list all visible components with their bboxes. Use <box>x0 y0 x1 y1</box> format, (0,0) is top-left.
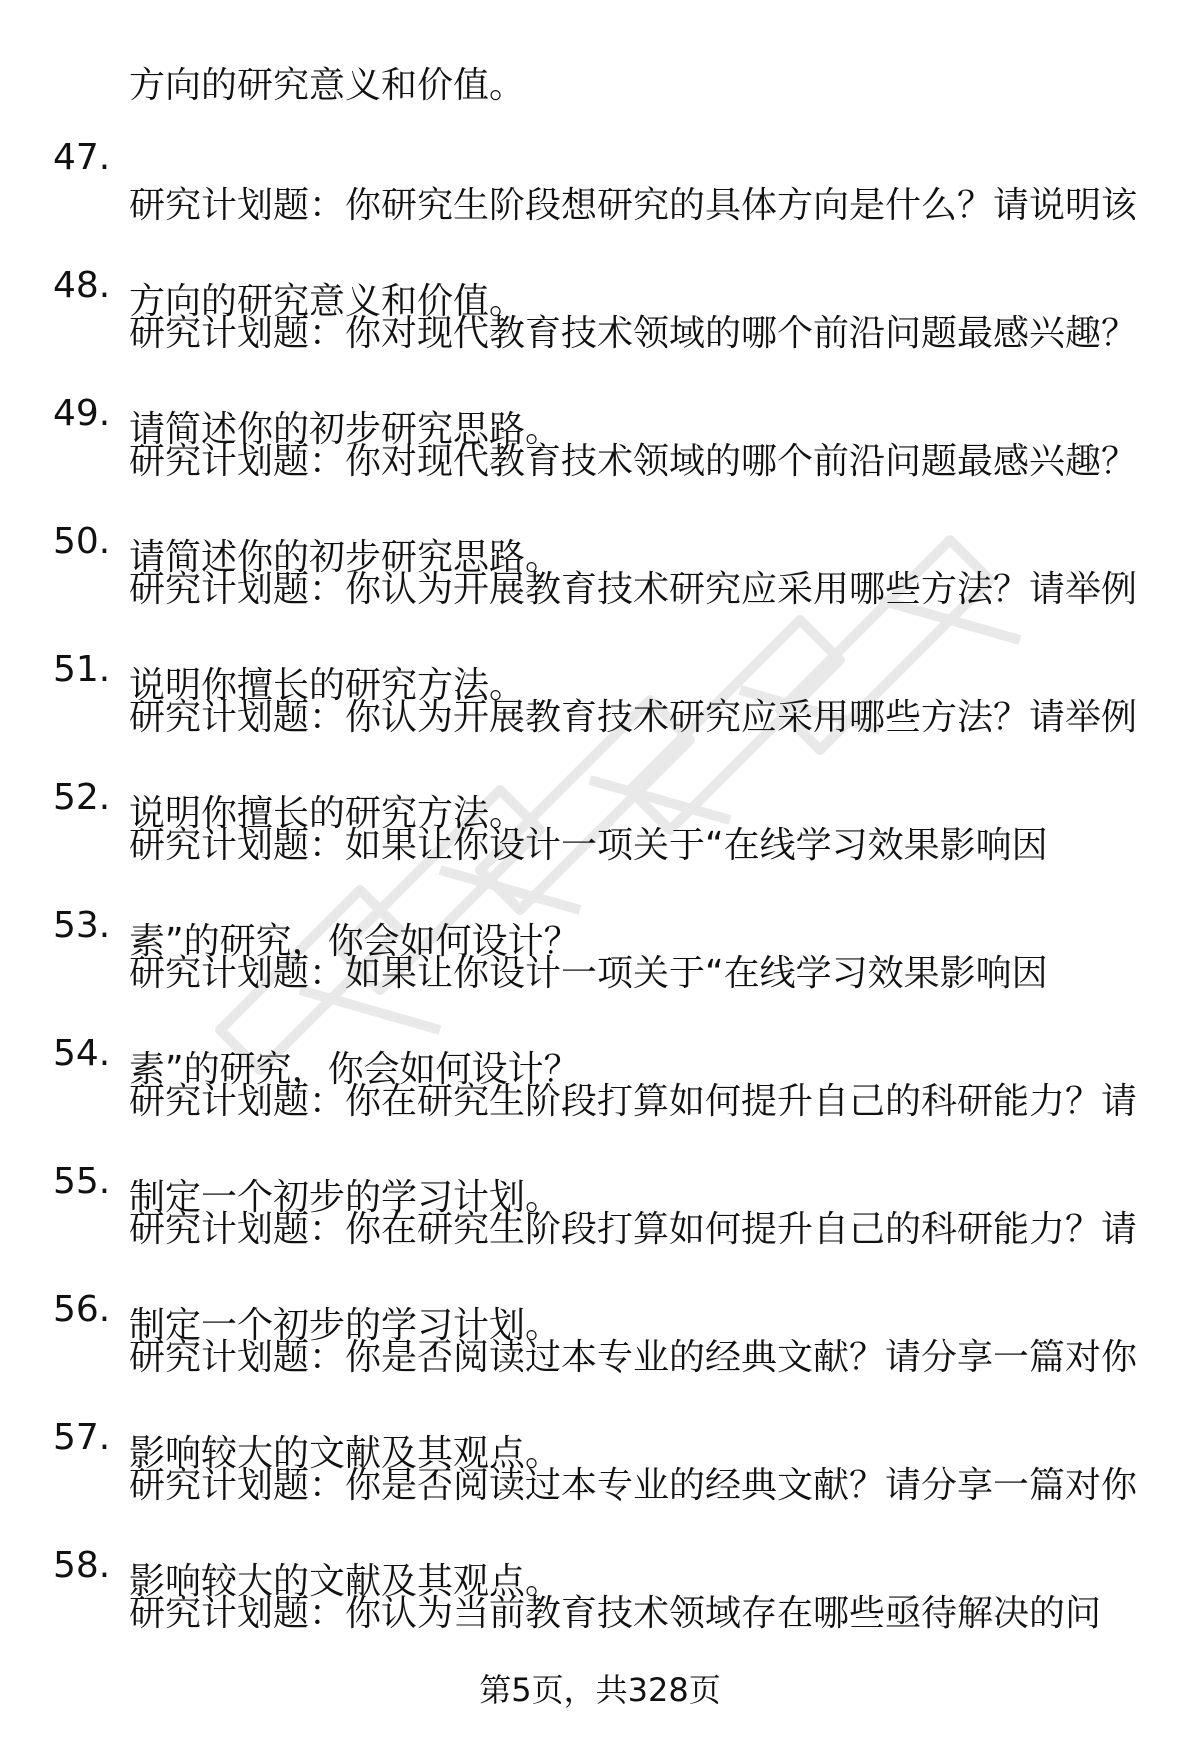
question-line: 研究计划题：你对现代教育技术领域的哪个前沿问题最感兴趣？ <box>129 313 1138 354</box>
list-item <box>0 1542 1200 1642</box>
question-line: 研究计划题：你认为开展教育技术研究应采用哪些方法？请举例 <box>129 569 1138 610</box>
question-line: 研究计划题：你是否阅读过本专业的经典文献？请分享一篇对你 <box>129 1337 1138 1378</box>
question-line: 素”的研究，你会如何设计？ <box>129 1049 580 1090</box>
question-number: 55. <box>53 1161 111 1202</box>
question-line: 说明你擅长的研究方法。 <box>129 665 526 706</box>
question-line: 研究计划题：如果让你设计一项关于“在线学习效果影响因 <box>129 953 1048 994</box>
question-line: 研究计划题：你研究生阶段想研究的具体方向是什么？请说明该 <box>129 185 1138 226</box>
question-line: 研究计划题：你对现代教育技术领域的哪个前沿问题最感兴趣？ <box>129 441 1138 482</box>
question-line: 研究计划题：你是否阅读过本专业的经典文献？请分享一篇对你 <box>129 1465 1138 1506</box>
question-line: 影响较大的文献及其观点。 <box>129 1561 562 1602</box>
question-number: 52. <box>53 777 111 818</box>
question-line: 研究计划题：你认为开展教育技术研究应采用哪些方法？请举例 <box>129 697 1138 738</box>
question-number: 54. <box>53 1033 111 1074</box>
question-line: 素”的研究，你会如何设计？ <box>129 921 580 962</box>
question-number: 57. <box>53 1417 111 1458</box>
question-line: 研究计划题：如果让你设计一项关于“在线学习效果影响因 <box>129 825 1048 866</box>
question-number: 49. <box>53 393 111 434</box>
question-line: 研究计划题：你认为当前教育技术领域存在哪些亟待解决的问 <box>129 1593 1102 1634</box>
page-footer: 第5页，共328页 <box>479 1671 721 1709</box>
question-number: 58. <box>53 1545 111 1586</box>
question-line: 说明你擅长的研究方法。 <box>129 793 526 834</box>
question-number: 56. <box>53 1289 111 1330</box>
question-line: 研究计划题：你在研究生阶段打算如何提升自己的科研能力？请 <box>129 1209 1138 1250</box>
question-line: 请简述你的初步研究思路。 <box>129 409 562 450</box>
question-line: 制定一个初步的学习计划。 <box>129 1177 562 1218</box>
question-line: 方向的研究意义和价值。 <box>129 281 526 322</box>
question-text <box>129 1542 1139 1686</box>
continuation-line: 方向的研究意义和价值。 <box>129 65 526 106</box>
question-number: 53. <box>53 905 111 946</box>
question-number: 51. <box>53 649 111 690</box>
question-line: 制定一个初步的学习计划。 <box>129 1305 562 1346</box>
question-line: 请简述你的初步研究思路。 <box>129 537 562 578</box>
question-line: 研究计划题：你在研究生阶段打算如何提升自己的科研能力？请 <box>129 1081 1138 1122</box>
question-number: 48. <box>53 265 111 306</box>
question-number: 50. <box>53 521 111 562</box>
question-line: 影响较大的文献及其观点。 <box>129 1433 562 1474</box>
question-number: 47. <box>53 137 111 178</box>
